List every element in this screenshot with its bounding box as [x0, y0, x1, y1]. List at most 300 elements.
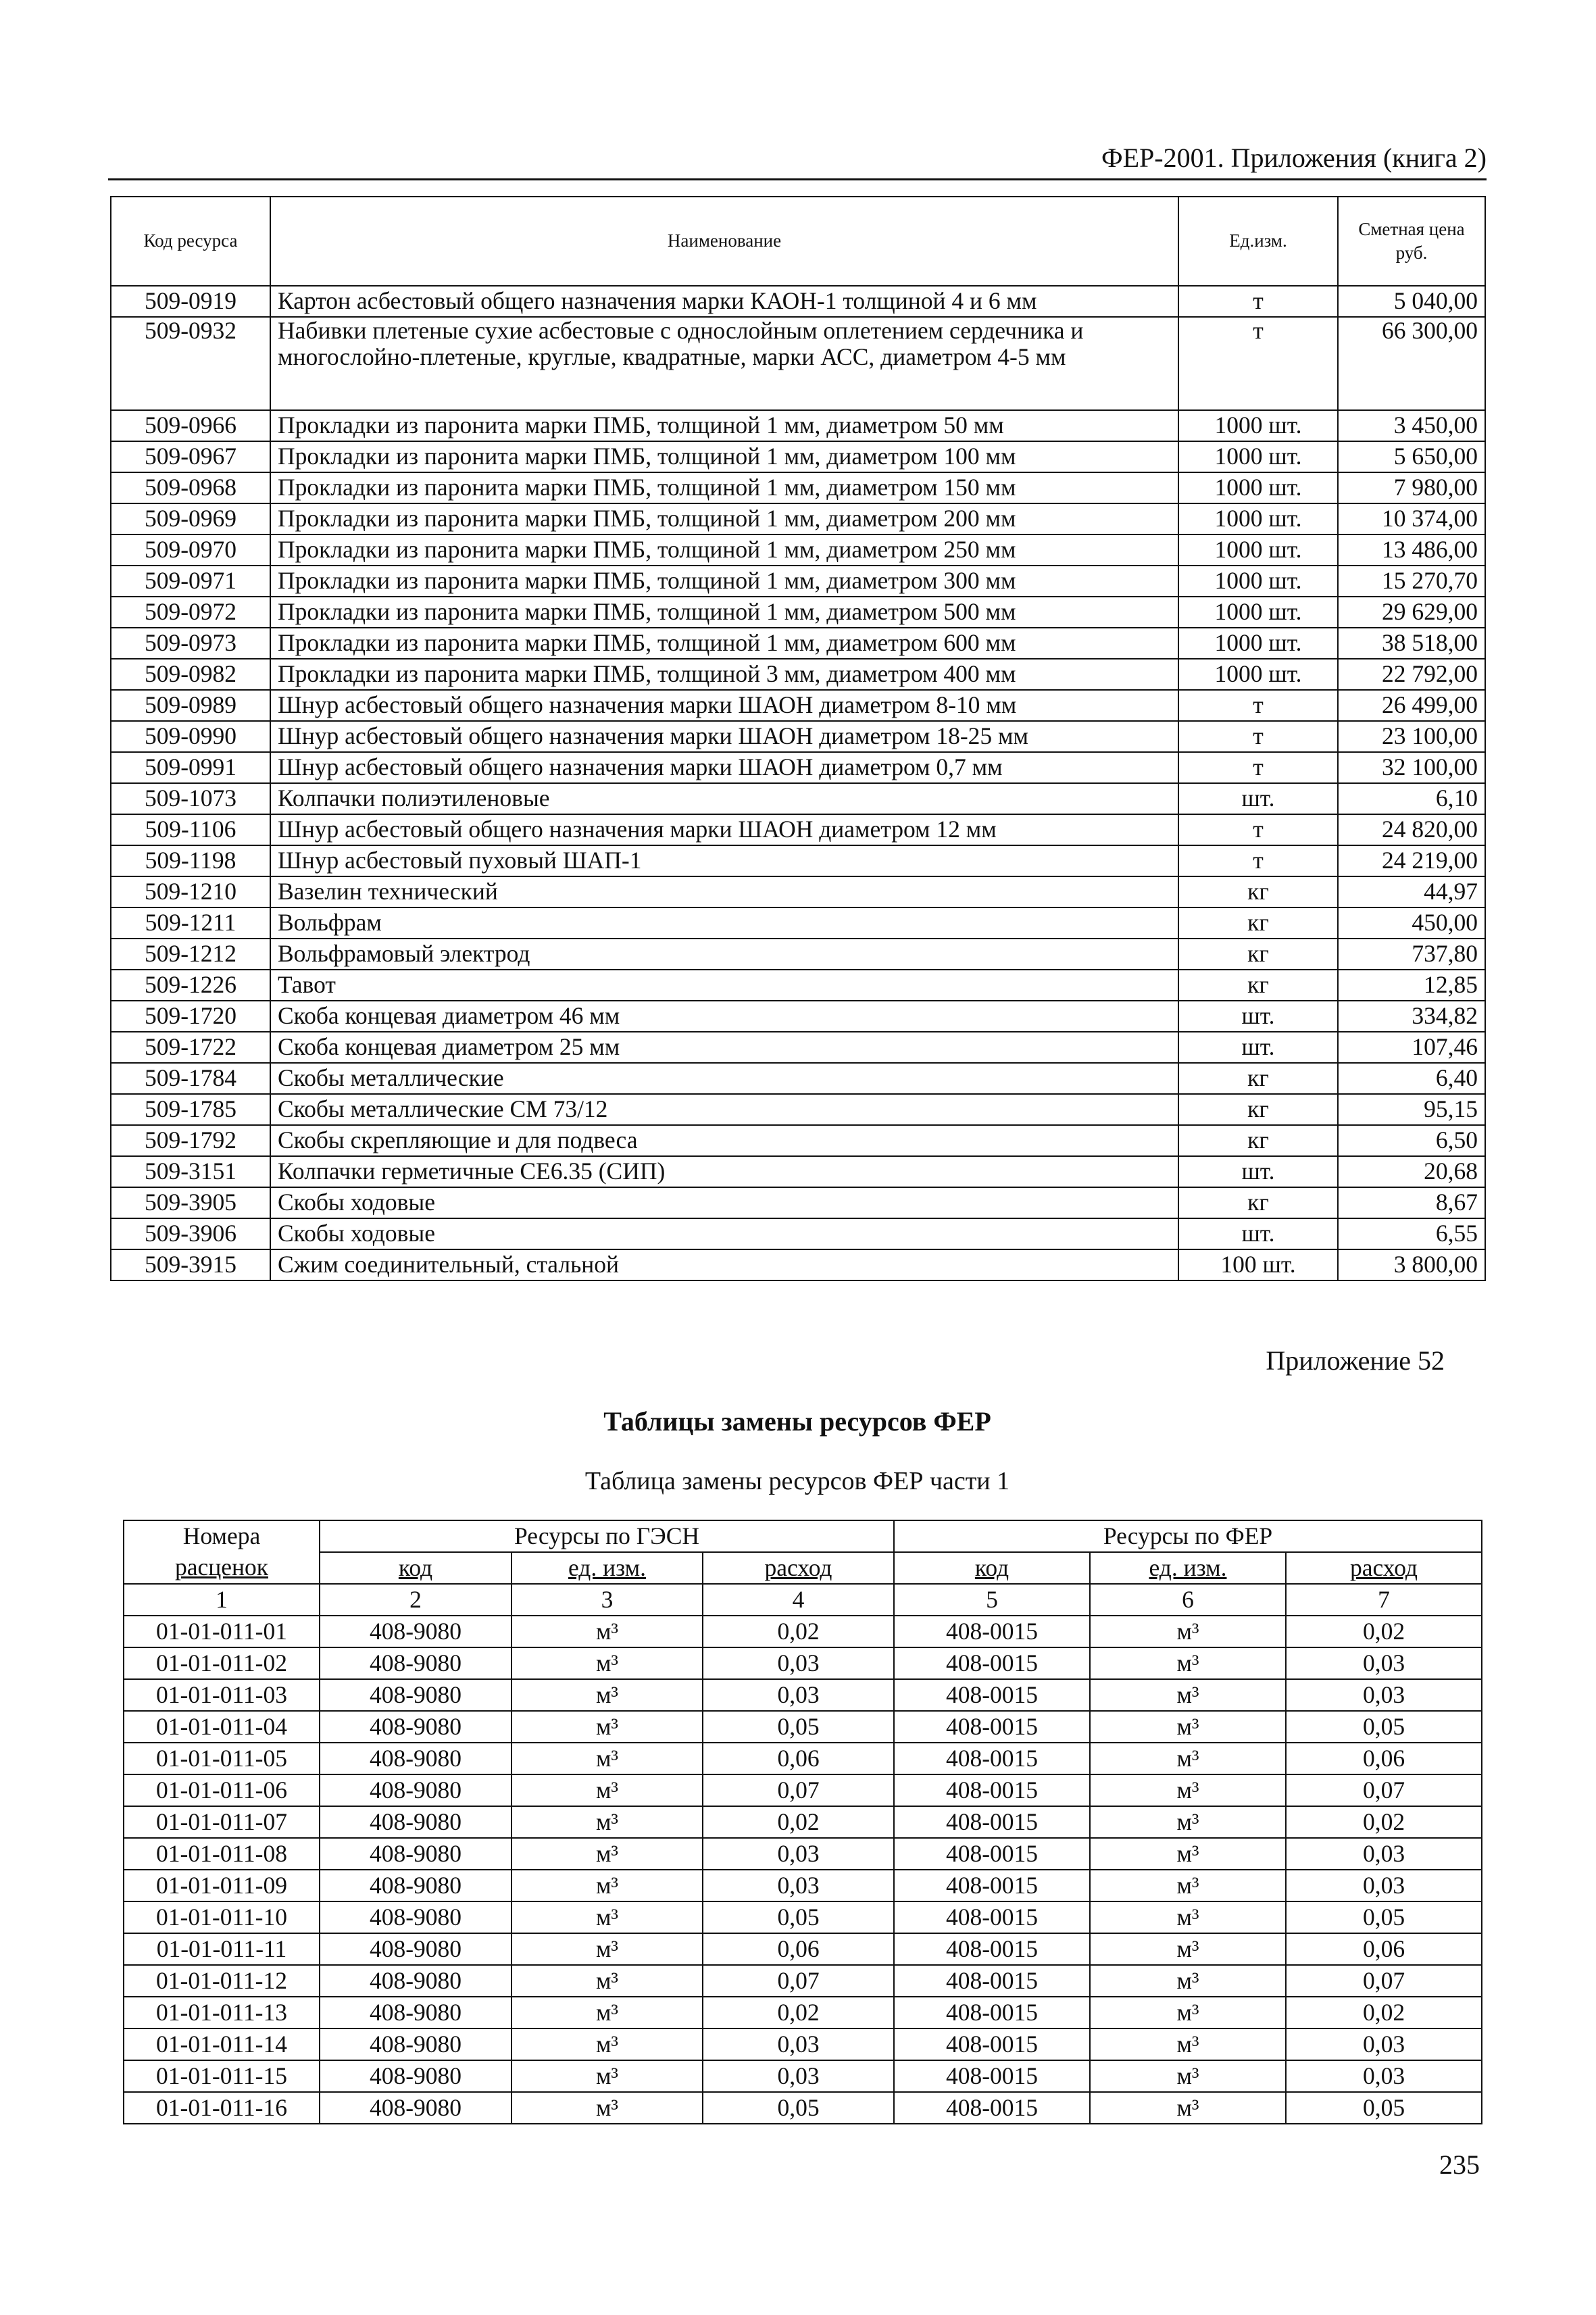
cell-resource-code: 509-3905 [111, 1187, 270, 1218]
cell-fer-amount: 0,03 [1286, 2028, 1482, 2060]
cell-fer-amount: 0,02 [1286, 1997, 1482, 2028]
cell-gesn-amount: 0,03 [703, 1870, 894, 1901]
table-row [111, 970, 1485, 1001]
cell-resource-code: 509-1226 [111, 970, 270, 1001]
cell-resource-price: 66 300,00 [1338, 317, 1485, 410]
cell-resource-name: Скобы ходовые [270, 1187, 1178, 1218]
header-fer-amount [1286, 1552, 1482, 1584]
cell-fer-code: 408-0015 [894, 2092, 1090, 2124]
replace-header-col-numbers [124, 1584, 1482, 1616]
resource-table-header-row [111, 197, 1485, 286]
cell-fer-code: 408-0015 [894, 1901, 1090, 1933]
cell-fer-code: 408-0015 [894, 2060, 1090, 2092]
cell-resource-code: 509-0932 [111, 317, 270, 410]
cell-resource-unit: 1000 шт. [1178, 597, 1338, 628]
header-rates-top: Номера [124, 1520, 320, 1552]
cell-fer-unit: м³ [1090, 1965, 1286, 1997]
resource-price-table [110, 196, 1486, 1281]
cell-resource-unit: кг [1178, 1094, 1338, 1125]
table-row [111, 1187, 1485, 1218]
cell-gesn-amount: 0,07 [703, 1965, 894, 1997]
cell-resource-unit: шт. [1178, 1218, 1338, 1249]
cell-resource-name: Колпачки герметичные СЕ6.35 (СИП) [270, 1156, 1178, 1187]
cell-gesn-code: 408-9080 [320, 1711, 512, 1743]
cell-resource-price: 26 499,00 [1338, 690, 1485, 721]
cell-resource-unit: 1000 шт. [1178, 410, 1338, 441]
cell-resource-unit: 1000 шт. [1178, 566, 1338, 597]
cell-resource-name: Скоба концевая диаметром 25 мм [270, 1032, 1178, 1063]
table-row [111, 1125, 1485, 1156]
table-row [111, 1094, 1485, 1125]
cell-fer-amount: 0,05 [1286, 1901, 1482, 1933]
table-row [111, 845, 1485, 876]
cell-gesn-code: 408-9080 [320, 1806, 512, 1838]
col-header-name: Наименование [270, 197, 1178, 286]
table-row [111, 410, 1485, 441]
cell-rate-number: 01-01-011-06 [124, 1774, 320, 1806]
header-gesn-resources: Ресурсы по ГЭСН [320, 1520, 894, 1552]
cell-gesn-amount: 0,07 [703, 1774, 894, 1806]
cell-gesn-amount: 0,05 [703, 2092, 894, 2124]
table-row [111, 1249, 1485, 1280]
cell-fer-code: 408-0015 [894, 1997, 1090, 2028]
cell-rate-number: 01-01-011-02 [124, 1647, 320, 1679]
cell-fer-amount: 0,05 [1286, 2092, 1482, 2124]
cell-gesn-code: 408-9080 [320, 1965, 512, 1997]
cell-resource-price: 3 800,00 [1338, 1249, 1485, 1280]
appendix-label: Приложение 52 [1266, 1345, 1445, 1376]
cell-rate-number: 01-01-011-13 [124, 1997, 320, 2028]
cell-resource-code: 509-0968 [111, 472, 270, 503]
table-row [111, 752, 1485, 783]
cell-resource-code: 509-0982 [111, 659, 270, 690]
cell-rate-number: 01-01-011-07 [124, 1806, 320, 1838]
cell-gesn-amount: 0,03 [703, 1679, 894, 1711]
cell-gesn-unit: м³ [512, 2060, 703, 2092]
col-number-4: 4 [703, 1584, 894, 1616]
cell-resource-price: 38 518,00 [1338, 628, 1485, 659]
table-row [111, 721, 1485, 752]
col-header-code: Код ресурса [111, 197, 270, 286]
cell-resource-price: 29 629,00 [1338, 597, 1485, 628]
cell-rate-number: 01-01-011-08 [124, 1838, 320, 1870]
table-row [111, 534, 1485, 566]
cell-resource-name: Шнур асбестовый общего назначения марки ШАОН диаметром 12 мм [270, 814, 1178, 845]
cell-fer-unit: м³ [1090, 1997, 1286, 2028]
cell-resource-price: 107,46 [1338, 1032, 1485, 1063]
cell-gesn-code: 408-9080 [320, 1838, 512, 1870]
cell-fer-unit: м³ [1090, 1870, 1286, 1901]
cell-rate-number: 01-01-011-04 [124, 1711, 320, 1743]
cell-fer-unit: м³ [1090, 1616, 1286, 1647]
cell-fer-amount: 0,02 [1286, 1616, 1482, 1647]
header-gesn-code [320, 1552, 512, 1584]
cell-fer-unit: м³ [1090, 1647, 1286, 1679]
cell-fer-unit: м³ [1090, 1743, 1286, 1774]
table-row [111, 814, 1485, 845]
table-row [124, 1965, 1482, 1997]
cell-resource-code: 509-1785 [111, 1094, 270, 1125]
cell-fer-unit: м³ [1090, 1838, 1286, 1870]
table-row [124, 2092, 1482, 2124]
table-row [111, 1001, 1485, 1032]
cell-resource-unit: т [1178, 317, 1338, 410]
table-row [111, 628, 1485, 659]
cell-fer-amount: 0,02 [1286, 1806, 1482, 1838]
cell-resource-price: 6,55 [1338, 1218, 1485, 1249]
cell-resource-price: 95,15 [1338, 1094, 1485, 1125]
cell-resource-code: 509-1211 [111, 907, 270, 939]
cell-fer-code: 408-0015 [894, 1806, 1090, 1838]
cell-gesn-unit: м³ [512, 2028, 703, 2060]
cell-resource-code: 509-3151 [111, 1156, 270, 1187]
cell-resource-price: 24 219,00 [1338, 845, 1485, 876]
cell-fer-code: 408-0015 [894, 1743, 1090, 1774]
cell-resource-price: 32 100,00 [1338, 752, 1485, 783]
cell-gesn-unit: м³ [512, 2092, 703, 2124]
header-fer-unit-text: ед. изм. [1149, 1553, 1227, 1581]
cell-resource-price: 23 100,00 [1338, 721, 1485, 752]
cell-resource-code: 509-1198 [111, 845, 270, 876]
cell-resource-code: 509-1210 [111, 876, 270, 907]
header-gesn-amount-text: расход [764, 1553, 832, 1581]
cell-resource-code: 509-3915 [111, 1249, 270, 1280]
cell-resource-unit: кг [1178, 876, 1338, 907]
cell-gesn-unit: м³ [512, 1616, 703, 1647]
table-row [124, 1711, 1482, 1743]
cell-resource-name: Прокладки из паронита марки ПМБ, толщиной 1 мм, диаметром 50 мм [270, 410, 1178, 441]
table-row [111, 441, 1485, 472]
cell-resource-unit: т [1178, 721, 1338, 752]
cell-gesn-code: 408-9080 [320, 1647, 512, 1679]
cell-resource-price: 12,85 [1338, 970, 1485, 1001]
cell-resource-name: Шнур асбестовый общего назначения марки ШАОН диаметром 0,7 мм [270, 752, 1178, 783]
cell-resource-unit: шт. [1178, 1001, 1338, 1032]
cell-gesn-code: 408-9080 [320, 1743, 512, 1774]
cell-resource-code: 509-0989 [111, 690, 270, 721]
table-row [124, 2028, 1482, 2060]
col-number-6: 6 [1090, 1584, 1286, 1616]
cell-resource-code: 509-1720 [111, 1001, 270, 1032]
cell-resource-code: 509-0991 [111, 752, 270, 783]
cell-gesn-unit: м³ [512, 1997, 703, 2028]
cell-resource-unit: т [1178, 814, 1338, 845]
cell-rate-number: 01-01-011-10 [124, 1901, 320, 1933]
cell-resource-unit: 1000 шт. [1178, 534, 1338, 566]
cell-resource-name: Скобы скрепляющие и для подвеса [270, 1125, 1178, 1156]
cell-gesn-unit: м³ [512, 1838, 703, 1870]
header-divider [108, 178, 1487, 180]
cell-fer-amount: 0,06 [1286, 1933, 1482, 1965]
cell-resource-price: 22 792,00 [1338, 659, 1485, 690]
replace-table-body [124, 1616, 1482, 2124]
header-fer-code [894, 1552, 1090, 1584]
table-row [111, 1063, 1485, 1094]
cell-fer-amount: 0,07 [1286, 1965, 1482, 1997]
cell-gesn-amount: 0,03 [703, 2028, 894, 2060]
cell-fer-code: 408-0015 [894, 1965, 1090, 1997]
resource-replacement-table [123, 1520, 1482, 2124]
table-row [124, 1806, 1482, 1838]
cell-gesn-code: 408-9080 [320, 2060, 512, 2092]
cell-gesn-unit: м³ [512, 1647, 703, 1679]
header-gesn-unit [512, 1552, 703, 1584]
header-fer-code-text: код [974, 1553, 1009, 1581]
cell-resource-price: 24 820,00 [1338, 814, 1485, 845]
cell-rate-number: 01-01-011-11 [124, 1933, 320, 1965]
table-row [124, 1679, 1482, 1711]
cell-fer-unit: м³ [1090, 2060, 1286, 2092]
cell-gesn-code: 408-9080 [320, 1997, 512, 2028]
cell-fer-amount: 0,03 [1286, 1870, 1482, 1901]
cell-gesn-amount: 0,05 [703, 1711, 894, 1743]
cell-fer-amount: 0,05 [1286, 1711, 1482, 1743]
table-row [111, 472, 1485, 503]
table-row [111, 597, 1485, 628]
table-row [124, 1616, 1482, 1647]
cell-rate-number: 01-01-011-16 [124, 2092, 320, 2124]
cell-fer-amount: 0,07 [1286, 1774, 1482, 1806]
cell-gesn-code: 408-9080 [320, 2092, 512, 2124]
cell-resource-code: 509-0990 [111, 721, 270, 752]
cell-resource-name: Прокладки из паронита марки ПМБ, толщиной 1 мм, диаметром 500 мм [270, 597, 1178, 628]
cell-resource-name: Набивки плетеные сухие асбестовые с однослойным оплетением сердечника и многослойно-плетеные, круглые, квадратные, марки АСС, диаметром 4-5 мм [270, 317, 1178, 410]
cell-resource-code: 509-0967 [111, 441, 270, 472]
cell-resource-name: Вольфрам [270, 907, 1178, 939]
cell-resource-unit: кг [1178, 970, 1338, 1001]
table-row [124, 1774, 1482, 1806]
cell-resource-price: 44,97 [1338, 876, 1485, 907]
header-gesn-unit-text: ед. изм. [568, 1553, 646, 1581]
cell-rate-number: 01-01-011-12 [124, 1965, 320, 1997]
cell-resource-unit: 1000 шт. [1178, 441, 1338, 472]
cell-gesn-unit: м³ [512, 1933, 703, 1965]
cell-fer-unit: м³ [1090, 1806, 1286, 1838]
cell-resource-price: 6,50 [1338, 1125, 1485, 1156]
cell-fer-amount: 0,06 [1286, 1743, 1482, 1774]
table-row [124, 1997, 1482, 2028]
cell-resource-price: 6,40 [1338, 1063, 1485, 1094]
header-fer-resources: Ресурсы по ФЕР [894, 1520, 1482, 1552]
cell-rate-number: 01-01-011-03 [124, 1679, 320, 1711]
cell-resource-name: Прокладки из паронита марки ПМБ, толщиной 1 мм, диаметром 300 мм [270, 566, 1178, 597]
col-number-7: 7 [1286, 1584, 1482, 1616]
cell-fer-unit: м³ [1090, 1711, 1286, 1743]
header-rates-bottom [124, 1552, 320, 1584]
cell-resource-unit: т [1178, 845, 1338, 876]
table-row [124, 1743, 1482, 1774]
cell-resource-code: 509-3906 [111, 1218, 270, 1249]
cell-resource-price: 7 980,00 [1338, 472, 1485, 503]
cell-gesn-code: 408-9080 [320, 1933, 512, 1965]
cell-fer-code: 408-0015 [894, 1647, 1090, 1679]
cell-resource-name: Скобы ходовые [270, 1218, 1178, 1249]
cell-resource-code: 509-1722 [111, 1032, 270, 1063]
cell-gesn-amount: 0,02 [703, 1616, 894, 1647]
table-row [111, 1156, 1485, 1187]
cell-gesn-code: 408-9080 [320, 1870, 512, 1901]
cell-resource-unit: т [1178, 690, 1338, 721]
cell-resource-unit: кг [1178, 907, 1338, 939]
cell-rate-number: 01-01-011-05 [124, 1743, 320, 1774]
table-row [111, 659, 1485, 690]
cell-fer-code: 408-0015 [894, 1774, 1090, 1806]
cell-resource-name: Скобы металлические [270, 1063, 1178, 1094]
cell-resource-code: 509-0971 [111, 566, 270, 597]
col-number-2: 2 [320, 1584, 512, 1616]
table-row [124, 1647, 1482, 1679]
cell-gesn-amount: 0,02 [703, 1806, 894, 1838]
col-header-unit: Ед.изм. [1178, 197, 1338, 286]
table-row [111, 503, 1485, 534]
col-header-price-text: Сметная цена руб. [1358, 218, 1465, 263]
cell-resource-unit: т [1178, 752, 1338, 783]
cell-gesn-amount: 0,03 [703, 2060, 894, 2092]
cell-gesn-code: 408-9080 [320, 1679, 512, 1711]
cell-fer-code: 408-0015 [894, 1616, 1090, 1647]
cell-fer-amount: 0,03 [1286, 1838, 1482, 1870]
cell-resource-price: 450,00 [1338, 907, 1485, 939]
cell-resource-name: Прокладки из паронита марки ПМБ, толщиной 1 мм, диаметром 250 мм [270, 534, 1178, 566]
cell-resource-price: 3 450,00 [1338, 410, 1485, 441]
cell-gesn-unit: м³ [512, 1679, 703, 1711]
table-row [111, 876, 1485, 907]
cell-resource-name: Прокладки из паронита марки ПМБ, толщиной 1 мм, диаметром 200 мм [270, 503, 1178, 534]
cell-resource-code: 509-0966 [111, 410, 270, 441]
cell-resource-name: Сжим соединительный, стальной [270, 1249, 1178, 1280]
cell-resource-price: 20,68 [1338, 1156, 1485, 1187]
cell-resource-name: Колпачки полиэтиленовые [270, 783, 1178, 814]
cell-resource-name: Тавот [270, 970, 1178, 1001]
cell-fer-amount: 0,03 [1286, 2060, 1482, 2092]
cell-fer-code: 408-0015 [894, 1838, 1090, 1870]
table-row [111, 1032, 1485, 1063]
table-caption: Таблица замены ресурсов ФЕР части 1 [584, 1467, 1010, 1495]
cell-resource-code: 509-0973 [111, 628, 270, 659]
cell-resource-unit: шт. [1178, 1032, 1338, 1063]
replace-header-row-1 [124, 1520, 1482, 1552]
table-row [111, 1218, 1485, 1249]
cell-resource-unit: 1000 шт. [1178, 472, 1338, 503]
cell-fer-unit: м³ [1090, 2092, 1286, 2124]
header-fer-amount-text: расход [1350, 1553, 1418, 1581]
cell-resource-unit: 1000 шт. [1178, 628, 1338, 659]
header-rates-bottom-text: расценок [174, 1553, 268, 1581]
cell-fer-code: 408-0015 [894, 1870, 1090, 1901]
cell-resource-name: Скоба концевая диаметром 46 мм [270, 1001, 1178, 1032]
cell-resource-code: 509-0919 [111, 286, 270, 317]
table-row [111, 317, 1485, 410]
header-gesn-code-text: код [398, 1553, 433, 1581]
cell-gesn-amount: 0,03 [703, 1647, 894, 1679]
cell-resource-unit: 100 шт. [1178, 1249, 1338, 1280]
cell-resource-unit: кг [1178, 1187, 1338, 1218]
cell-resource-name: Прокладки из паронита марки ПМБ, толщиной 1 мм, диаметром 100 мм [270, 441, 1178, 472]
cell-gesn-amount: 0,06 [703, 1743, 894, 1774]
cell-resource-price: 5 040,00 [1338, 286, 1485, 317]
cell-resource-price: 10 374,00 [1338, 503, 1485, 534]
cell-fer-code: 408-0015 [894, 2028, 1090, 2060]
cell-fer-amount: 0,03 [1286, 1647, 1482, 1679]
cell-fer-unit: м³ [1090, 2028, 1286, 2060]
cell-fer-unit: м³ [1090, 1901, 1286, 1933]
cell-gesn-unit: м³ [512, 1711, 703, 1743]
table-row [111, 907, 1485, 939]
cell-resource-price: 13 486,00 [1338, 534, 1485, 566]
col-header-price [1338, 197, 1485, 286]
cell-resource-unit: кг [1178, 939, 1338, 970]
table-row [124, 1838, 1482, 1870]
cell-gesn-code: 408-9080 [320, 1616, 512, 1647]
cell-fer-unit: м³ [1090, 1933, 1286, 1965]
cell-resource-name: Шнур асбестовый пуховый ШАП-1 [270, 845, 1178, 876]
cell-resource-name: Картон асбестовый общего назначения марки КАОН-1 толщиной 4 и 6 мм [270, 286, 1178, 317]
table-row [111, 939, 1485, 970]
col-number-3: 3 [512, 1584, 703, 1616]
cell-resource-code: 509-0972 [111, 597, 270, 628]
cell-resource-code: 509-1073 [111, 783, 270, 814]
col-number-1: 1 [124, 1584, 320, 1616]
cell-resource-code: 509-1212 [111, 939, 270, 970]
page-number: 235 [1439, 2149, 1480, 2180]
cell-fer-code: 408-0015 [894, 1933, 1090, 1965]
header-gesn-amount [703, 1552, 894, 1584]
cell-resource-name: Вазелин технический [270, 876, 1178, 907]
cell-resource-unit: шт. [1178, 1156, 1338, 1187]
cell-resource-name: Прокладки из паронита марки ПМБ, толщиной 3 мм, диаметром 400 мм [270, 659, 1178, 690]
replace-header-row-2 [124, 1552, 1482, 1584]
cell-gesn-amount: 0,05 [703, 1901, 894, 1933]
cell-gesn-amount: 0,03 [703, 1838, 894, 1870]
cell-gesn-code: 408-9080 [320, 1774, 512, 1806]
cell-resource-code: 509-0969 [111, 503, 270, 534]
cell-fer-code: 408-0015 [894, 1711, 1090, 1743]
table-row [124, 1870, 1482, 1901]
cell-fer-amount: 0,03 [1286, 1679, 1482, 1711]
table-row [111, 783, 1485, 814]
cell-gesn-unit: м³ [512, 1774, 703, 1806]
cell-resource-price: 737,80 [1338, 939, 1485, 970]
cell-fer-unit: м³ [1090, 1679, 1286, 1711]
cell-gesn-unit: м³ [512, 1743, 703, 1774]
cell-resource-code: 509-1106 [111, 814, 270, 845]
cell-resource-name: Прокладки из паронита марки ПМБ, толщиной 1 мм, диаметром 600 мм [270, 628, 1178, 659]
cell-rate-number: 01-01-011-14 [124, 2028, 320, 2060]
cell-resource-name: Скобы металлические СМ 73/12 [270, 1094, 1178, 1125]
page-header-title: ФЕР-2001. Приложения (книга 2) [1101, 143, 1487, 173]
cell-resource-price: 8,67 [1338, 1187, 1485, 1218]
table-row [111, 286, 1485, 317]
cell-gesn-unit: м³ [512, 1901, 703, 1933]
cell-resource-name: Шнур асбестовый общего назначения марки ШАОН диаметром 8-10 мм [270, 690, 1178, 721]
resource-table-body [111, 286, 1485, 1280]
cell-resource-code: 509-0970 [111, 534, 270, 566]
cell-resource-name: Вольфрамовый электрод [270, 939, 1178, 970]
cell-resource-unit: т [1178, 286, 1338, 317]
cell-gesn-unit: м³ [512, 1965, 703, 1997]
cell-resource-price: 5 650,00 [1338, 441, 1485, 472]
cell-rate-number: 01-01-011-09 [124, 1870, 320, 1901]
cell-resource-code: 509-1792 [111, 1125, 270, 1156]
cell-rate-number: 01-01-011-01 [124, 1616, 320, 1647]
cell-resource-unit: 1000 шт. [1178, 659, 1338, 690]
cell-fer-unit: м³ [1090, 1774, 1286, 1806]
cell-resource-name: Шнур асбестовый общего назначения марки ШАОН диаметром 18-25 мм [270, 721, 1178, 752]
cell-resource-unit: кг [1178, 1125, 1338, 1156]
table-row [124, 2060, 1482, 2092]
cell-gesn-code: 408-9080 [320, 2028, 512, 2060]
cell-resource-name: Прокладки из паронита марки ПМБ, толщиной 1 мм, диаметром 150 мм [270, 472, 1178, 503]
